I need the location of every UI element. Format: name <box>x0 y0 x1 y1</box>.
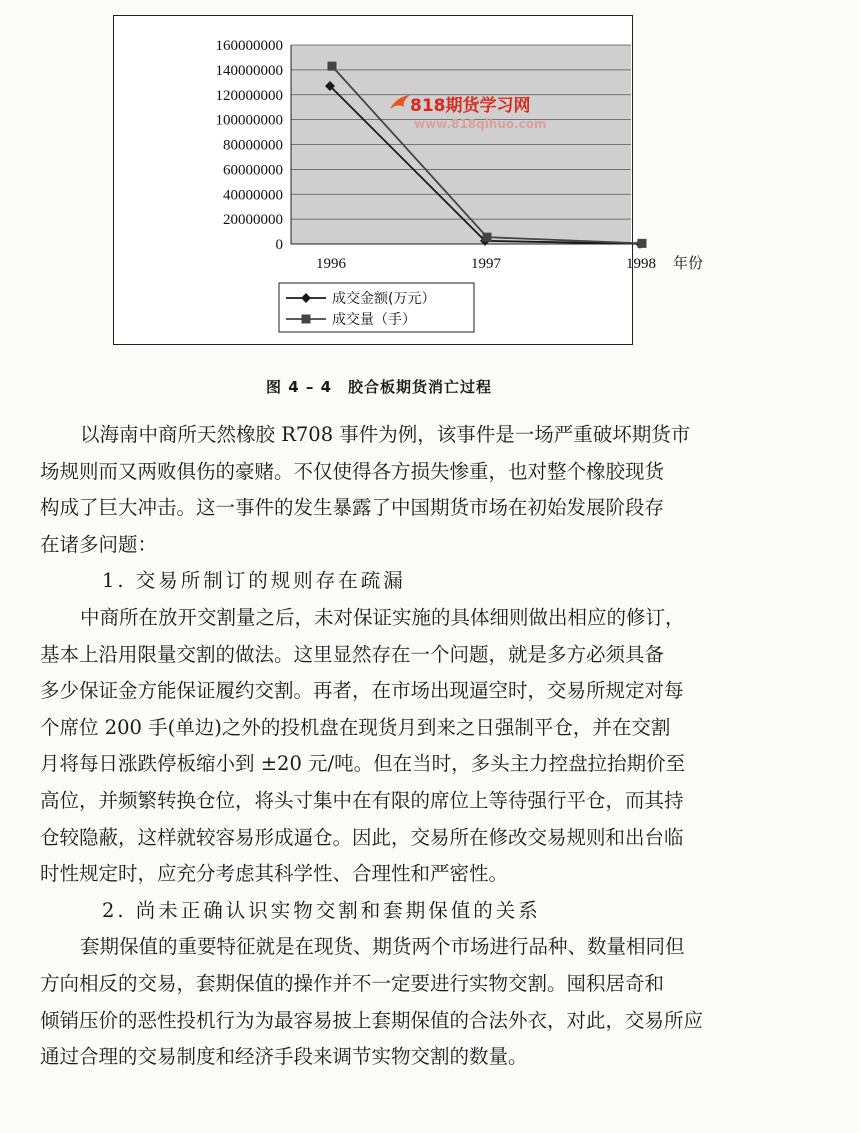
data-point <box>483 233 492 242</box>
text-line: 以海南中商所天然橡胶 R708 事件为例，该事件是一场严重破坏期货市 <box>80 423 691 446</box>
legend-label: 成交量（手） <box>332 312 416 328</box>
data-point <box>328 62 337 71</box>
text-line: 套期保值的重要特征就是在现货、期货两个市场进行品种、数量相同但 <box>80 935 685 959</box>
text-line: 通过合理的交易制度和经济手段来调节实物交割的数量。 <box>40 1045 528 1069</box>
y-tick-label: 160000000 <box>215 38 283 54</box>
y-tick-label: 40000000 <box>223 187 283 204</box>
chart-legend <box>279 283 474 332</box>
section-heading: 2. 尚未正确认识实物交割和套期保值的关系 <box>102 898 541 922</box>
text-line: 场规则而又两败俱伤的豪赌。不仅使得各方损失惨重，也对整个橡胶现货 <box>40 459 665 483</box>
text-line: 基本上沿用限量交割的做法。这里显然存在一个问题，就是多方必须具备 <box>40 642 665 666</box>
watermark-url: www.818qihuo.com <box>414 117 547 131</box>
y-tick-label: 140000000 <box>215 62 283 79</box>
line-chart <box>114 16 704 346</box>
text-line: 时性规定时，应充分考虑其科学性、合理性和严密性。 <box>40 862 509 886</box>
text-line: 构成了巨大冲击。这一事件的发生暴露了中国期货市场在初始发展阶段存 <box>40 496 665 520</box>
text-line: 方向相反的交易，套期保值的操作并不一定要进行实物交割。囤积居奇和 <box>40 972 665 995</box>
x-tick-label: 1997 <box>471 256 501 272</box>
text-line: 个席位 200 手(单边)之外的投机盘在现货月到来之日强制平仓，并在交割 <box>40 715 671 739</box>
text-line: 高位，并频繁转换仓位，将头寸集中在有限的席位上等待强行平仓，而其持 <box>40 789 684 812</box>
legend-label: 成交金额(万元） <box>332 291 436 307</box>
section-heading: 1. 交易所制订的规则存在疏漏 <box>102 569 406 593</box>
text-line: 中商所在放开交割量之后，未对保证实施的具体细则做出相应的修订， <box>80 606 685 629</box>
text-line: 月将每日涨跌停板缩小到 ±20 元/吨。但在当时，多头主力控盘拉抬期价至 <box>40 752 686 776</box>
figure-caption: 图 4 – 4 胶合板期货消亡过程 <box>265 378 493 396</box>
watermark-title: 818期货学习网 <box>410 96 531 116</box>
y-tick-label: 60000000 <box>223 162 283 179</box>
y-tick-label: 80000000 <box>223 137 283 154</box>
y-tick-label: 20000000 <box>223 212 283 229</box>
data-point <box>638 239 647 248</box>
x-unit-label: 年份 <box>673 256 704 272</box>
x-tick-label: 1998 <box>626 256 656 272</box>
legend-marker <box>302 315 311 324</box>
text-line: 多少保证金方能保证履约交割。再者，在市场出现逼空时，交易所规定对每 <box>40 679 684 703</box>
text-line: 仓较隐蔽，这样就较容易形成逼仓。因此，交易所在修改交易规则和出台临 <box>40 825 684 849</box>
text-line: 倾销压价的恶性投机行为为最容易披上套期保值的合法外衣，对此，交易所应 <box>40 1008 704 1032</box>
chart-figure <box>113 15 704 345</box>
y-tick-label: 0 <box>275 237 283 253</box>
text-line: 在诸多问题： <box>40 532 158 556</box>
y-tick-label: 100000000 <box>215 112 283 129</box>
y-tick-label: 120000000 <box>215 87 283 104</box>
x-tick-label: 1996 <box>316 256 346 272</box>
watermark <box>390 95 547 131</box>
